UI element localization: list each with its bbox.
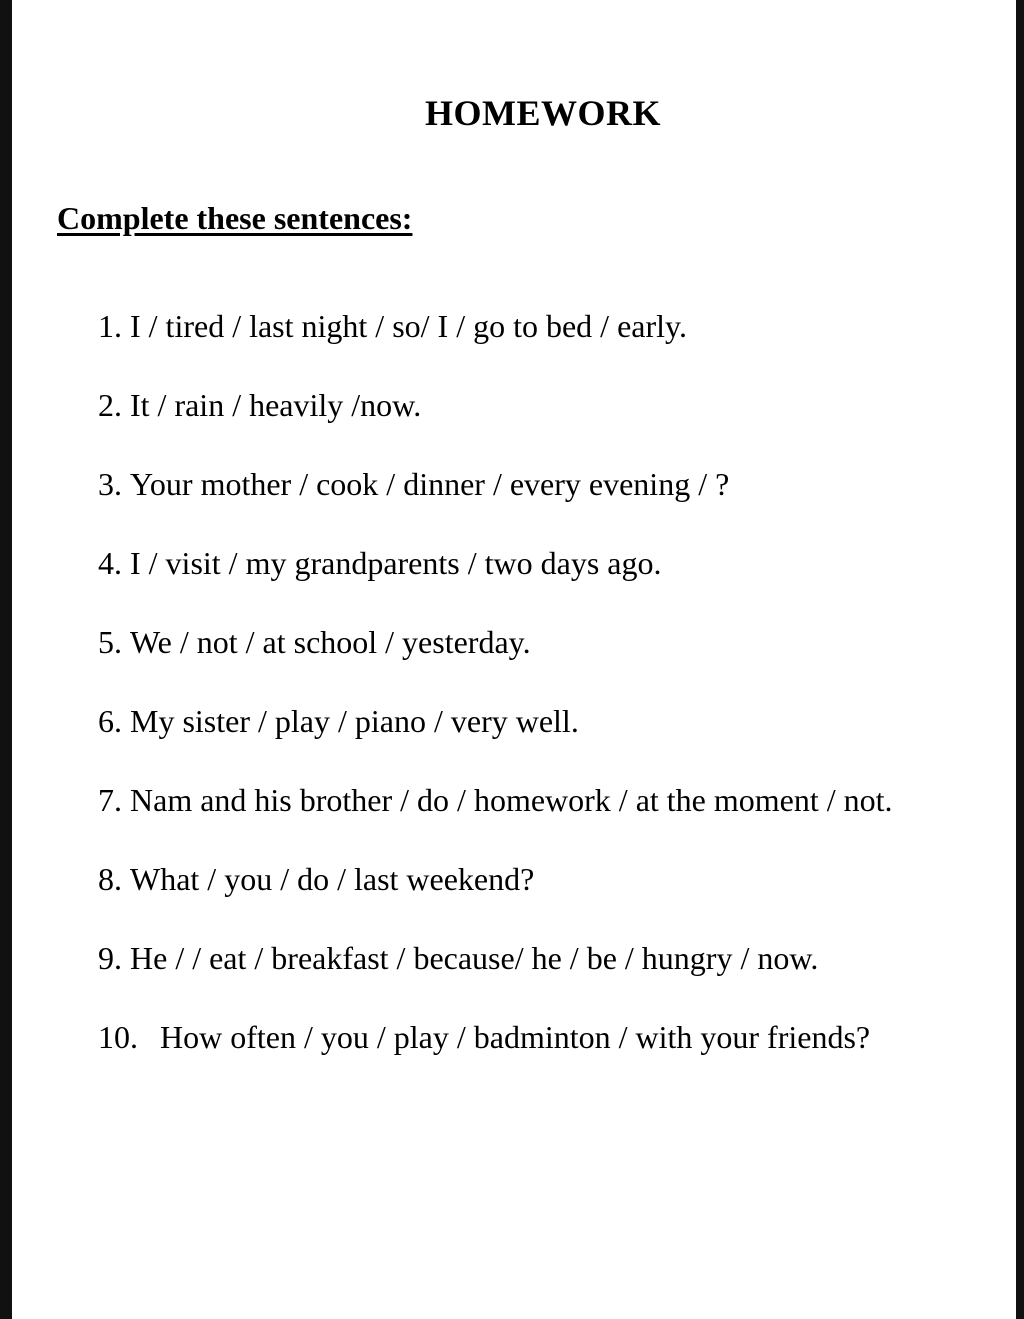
- item-text: I / tired / last night / so/ I / go to bed / early.: [130, 308, 687, 344]
- page-title: HOMEWORK: [425, 93, 661, 133]
- item-number: 4.: [98, 545, 122, 581]
- item-text: What / you / do / last weekend?: [130, 861, 535, 897]
- item-number: 6.: [98, 703, 122, 739]
- item-text: It / rain / heavily /now.: [130, 387, 422, 423]
- item-number: 5.: [98, 624, 122, 660]
- item-text: Your mother / cook / dinner / every evening / ?: [130, 466, 730, 502]
- item-text: Nam and his brother / do / homework / at the moment / not.: [130, 782, 893, 818]
- item-text: I / visit / my grandparents / two days ago.: [130, 545, 662, 581]
- item-number: 1.: [98, 308, 122, 344]
- item-text: How often / you / play / badminton / with your friends?: [160, 1019, 871, 1055]
- item-number: 8.: [98, 861, 122, 897]
- item-number: 2.: [98, 387, 122, 423]
- item-number: 3.: [98, 466, 122, 502]
- item-text: My sister / play / piano / very well.: [130, 703, 579, 739]
- item-number: 7.: [98, 782, 122, 818]
- item-text: He / / eat / breakfast / because/ he / be / hungry / now.: [130, 940, 819, 976]
- item-text: We / not / at school / yesterday.: [130, 624, 531, 660]
- item-number: 9.: [98, 940, 122, 976]
- instruction-heading: Complete these sentences:: [57, 200, 413, 236]
- item-number: 10.: [98, 1019, 138, 1055]
- document-page: [12, 0, 1016, 1319]
